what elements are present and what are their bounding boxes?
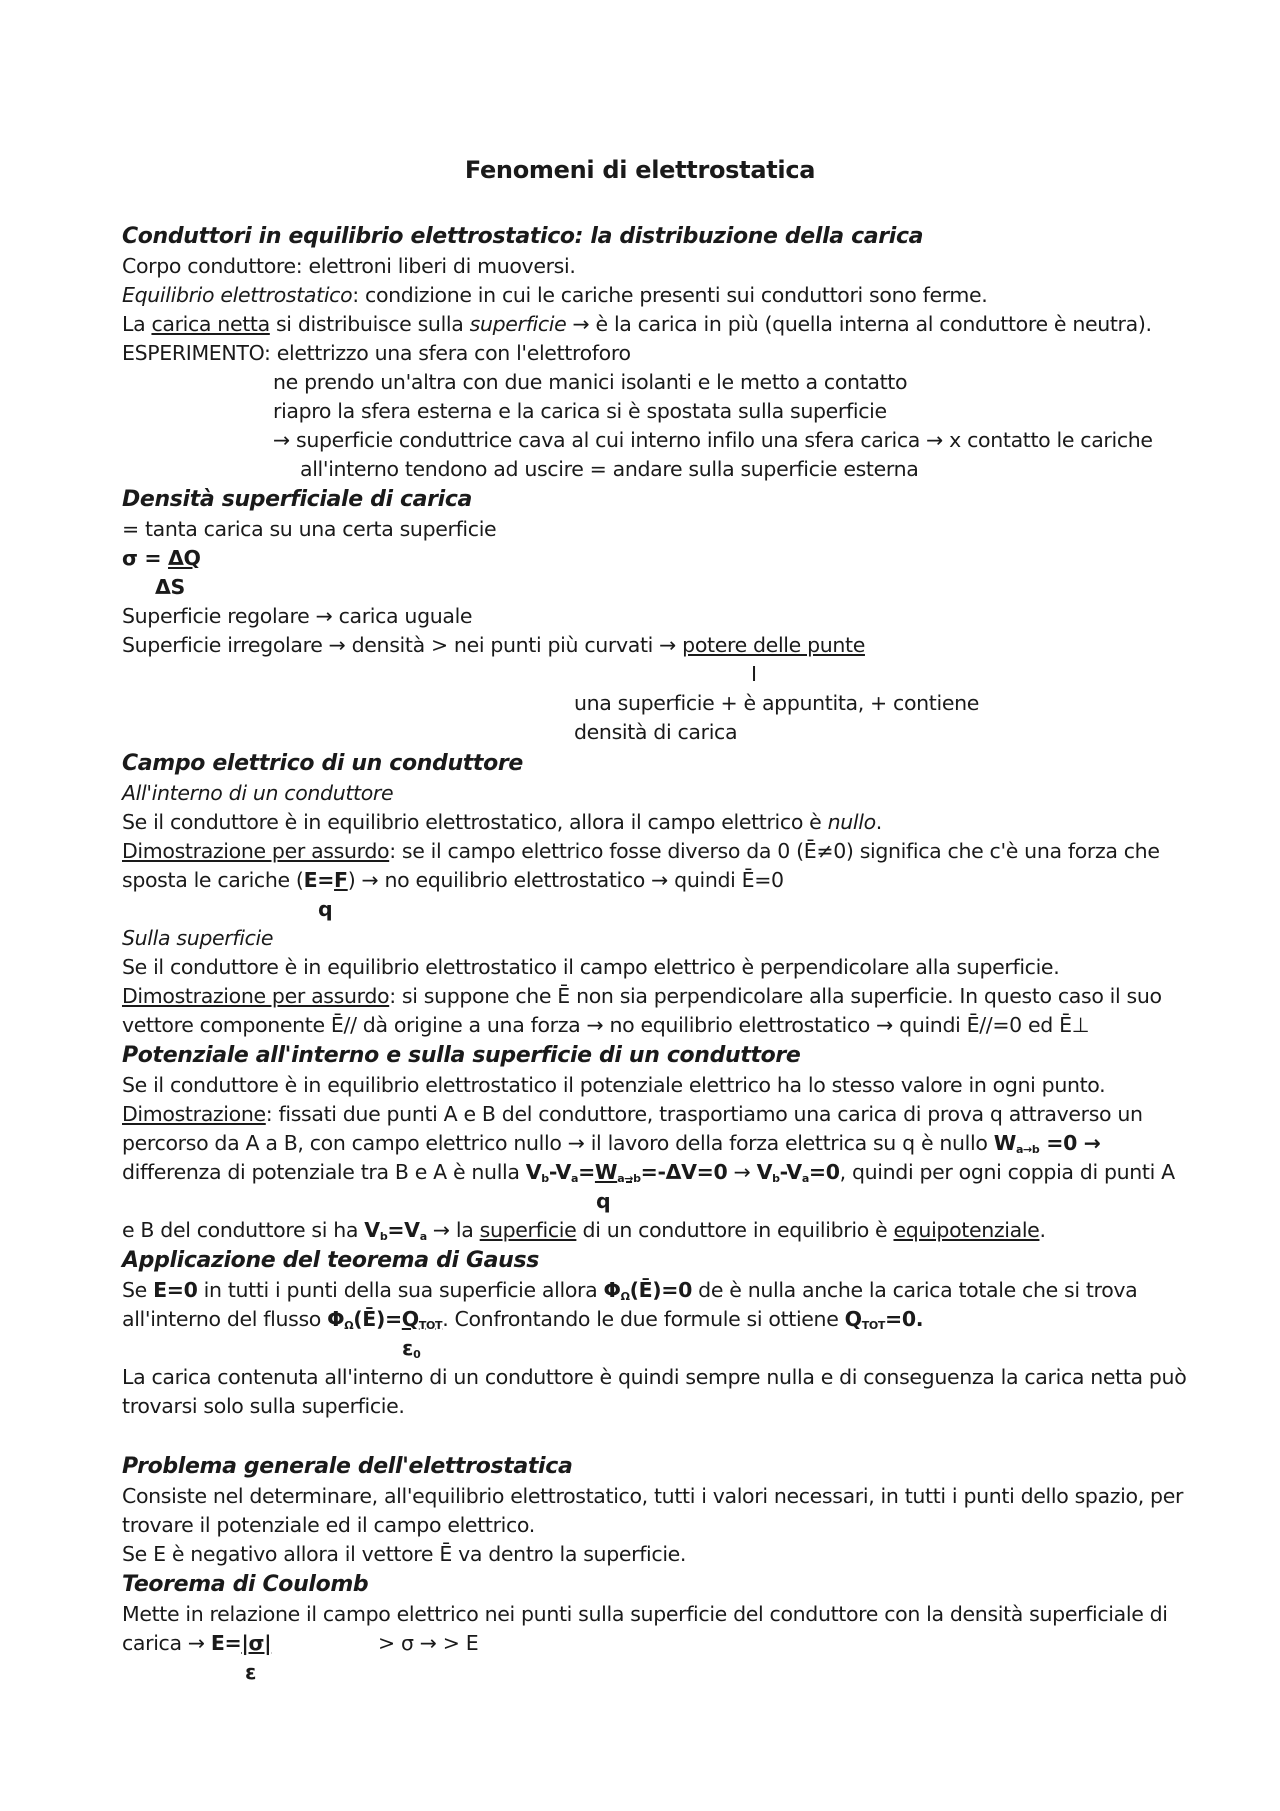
term-equilibrio: Equilibrio elettrostatico <box>122 283 353 307</box>
text-fragment: → la <box>426 1218 480 1242</box>
term-equipotenziale: equipotenziale <box>893 1218 1040 1242</box>
text-fragment: percorso da A a B, con campo elettrico nullo → il lavoro della forza elettrica su q è nullo <box>122 1131 994 1155</box>
text-fragment: Se <box>122 1278 154 1302</box>
formula-part: =0. <box>885 1307 924 1331</box>
text-line <box>122 866 784 895</box>
text-line: > σ → > E <box>378 1631 479 1655</box>
formula-part: Q <box>401 1307 419 1331</box>
text-fragment: carica → <box>122 1631 211 1655</box>
formula-part: (Ē)=0 <box>629 1278 693 1302</box>
formula-denominator: ΔS <box>155 575 185 599</box>
text-fragment: : se il campo elettrico fosse diverso da 0 (Ē≠0) significa che c'è una forza che <box>389 839 1160 863</box>
text-line <box>122 837 1160 866</box>
formula-part: =0 → <box>1039 1131 1101 1155</box>
formula-subscript: TOT <box>418 1319 443 1332</box>
experiment-line: ne prendo un'altra con due manici isolanti e le metto a contatto <box>273 370 908 394</box>
section-heading-densita: Densità superficiale di carica <box>122 487 473 512</box>
text-fragment: e B del conduttore si ha <box>122 1218 365 1242</box>
formula-subscript: Ω <box>344 1319 354 1332</box>
text-fragment: differenza di potenziale tra B e A è nulla <box>122 1160 526 1184</box>
section-heading-conduttori: Conduttori in equilibrio elettrostatico: la distribuzione della carica <box>122 224 924 249</box>
text-line <box>122 982 1162 1011</box>
formula-subscript: a <box>571 1172 579 1185</box>
formula-part: Q <box>844 1307 862 1331</box>
text-line: Mette in relazione il campo elettrico nei punti sulla superficie del conduttore con la densità superficiale di <box>122 1602 1168 1626</box>
formula-numerator: |σ| <box>241 1631 272 1655</box>
formula-part: ε <box>402 1336 414 1360</box>
formula-numerator <box>595 1160 641 1184</box>
formula-part: -V <box>779 1160 802 1184</box>
text-line <box>122 631 865 660</box>
text-fragment: . <box>1039 1218 1046 1242</box>
formula-part: (Ē)= <box>353 1307 402 1331</box>
formula-part: =0 <box>808 1160 840 1184</box>
text-line <box>122 1100 1143 1129</box>
text-line: trovarsi solo sulla superficie. <box>122 1394 405 1418</box>
experiment-line: all'interno tendono ad uscire = andare sulla superficie esterna <box>300 457 919 481</box>
text-fragment: ) → no equilibrio elettrostatico → quindi Ē=0 <box>347 868 784 892</box>
formula-part: E= <box>303 868 335 892</box>
term-superficie: superficie <box>469 312 567 336</box>
formula-subscript: a <box>419 1230 427 1243</box>
formula-subscript: 0 <box>413 1348 421 1361</box>
text-fragment: sposta le cariche ( <box>122 868 304 892</box>
text-line <box>122 281 987 310</box>
formula-part: -V <box>548 1160 572 1184</box>
text-fragment: , quindi per ogni coppia di punti A <box>839 1160 1175 1184</box>
formula-subscript: TOT <box>861 1319 886 1332</box>
formula-numerator: F <box>334 868 348 892</box>
text-fragment: de è nulla anche la carica totale che si trova <box>692 1278 1138 1302</box>
formula-part: σ = <box>122 546 169 570</box>
formula-subscript: a <box>801 1172 809 1185</box>
text-line: vettore componente Ē// dà origine a una forza → no equilibrio elettrostatico → quindi Ē//=0 ed Ē⊥ <box>122 1013 1090 1037</box>
text-line: Corpo conduttore: elettroni liberi di muoversi. <box>122 254 576 278</box>
page-title: Fenomeni di elettrostatica <box>464 156 816 184</box>
formula-part: V <box>525 1160 542 1184</box>
text-line: Se il conduttore è in equilibrio elettrostatico il potenziale elettrico ha lo stesso valore in ogni punto. <box>122 1073 1106 1097</box>
formula-part: = <box>578 1160 595 1184</box>
text-fragment: → è la carica in più (quella interna al conduttore è neutra). <box>566 312 1152 336</box>
formula-denominator: ε <box>245 1660 257 1684</box>
text-line: una superficie + è appuntita, + contiene <box>574 691 980 715</box>
formula-denominator: q <box>596 1189 611 1213</box>
text-line: trovare il potenziale ed il campo elettrico. <box>122 1513 535 1537</box>
text-line <box>122 310 1152 339</box>
text-line <box>122 808 882 837</box>
formula-denominator: q <box>318 897 333 921</box>
formula-numerator <box>402 1307 442 1331</box>
text-line <box>122 1629 271 1658</box>
term-carica-netta: carica netta <box>151 312 270 336</box>
formula-part: =V <box>387 1218 420 1242</box>
formula-part: E= <box>210 1631 242 1655</box>
section-heading-problema: Problema generale dell'elettrostatica <box>122 1454 573 1479</box>
experiment-line: riapro la sfera esterna e la carica si è spostata sulla superficie <box>273 399 887 423</box>
formula-subscript: a→b <box>617 1172 641 1185</box>
formula-part: W <box>594 1160 618 1184</box>
formula-subscript: b <box>379 1230 388 1243</box>
experiment-line: → superficie conduttrice cava al cui interno infilo una sfera carica → x contatto le cariche <box>273 428 1153 452</box>
text-fragment: : fissati due punti A e B del conduttore, trasportiamo una carica di prova q attraverso un <box>265 1102 1143 1126</box>
term-potere-punte: potere delle punte <box>682 633 865 657</box>
formula-subscript: a→b <box>1015 1143 1040 1156</box>
section-heading-campo: Campo elettrico di un conduttore <box>122 751 523 776</box>
text-fragment: : condizione in cui le cariche presenti sui conduttori sono ferme. <box>352 283 988 307</box>
text-fragment: . Confrontando le due formule si ottiene <box>442 1307 845 1331</box>
text-fragment: La <box>122 312 152 336</box>
term-dimostrazione: Dimostrazione <box>122 1102 266 1126</box>
text-line: Consiste nel determinare, all'equilibrio elettrostatico, tutti i valori necessari, in tutti i punti dello spazio, per <box>122 1484 1184 1508</box>
text-fragment: di un conduttore in equilibrio è <box>576 1218 894 1242</box>
vertical-bar: I <box>751 662 757 686</box>
term-dimostrazione: Dimostrazione per assurdo <box>122 984 390 1008</box>
text-line: = tanta carica su una certa superficie <box>122 517 497 541</box>
subheading: Sulla superficie <box>122 926 274 950</box>
section-heading-potenziale: Potenziale all'interno e sulla superficie di un conduttore <box>122 1043 801 1068</box>
formula-sigma <box>122 544 201 573</box>
formula-part: V <box>364 1218 380 1242</box>
text-line: Se il conduttore è in equilibrio elettrostatico il campo elettrico è perpendicolare alla superficie. <box>122 955 1060 979</box>
text-fragment: Superficie irregolare → densità > nei punti più curvati → <box>122 633 683 657</box>
formula-part: W <box>993 1131 1016 1155</box>
text-line: La carica contenuta all'interno di un conduttore è quindi sempre nulla e di conseguenza la carica netta può <box>122 1365 1187 1389</box>
text-fragment: : si suppone che Ē non sia perpendicolare alla superficie. In questo caso il suo <box>389 984 1162 1008</box>
formula-part: E=0 <box>153 1278 198 1302</box>
text-line <box>122 1305 923 1340</box>
text-fragment: all'interno del flusso <box>122 1307 328 1331</box>
text-line: Superficie regolare → carica uguale <box>122 604 473 628</box>
text-fragment: in tutti i punti della sua superficie allora <box>197 1278 604 1302</box>
formula-part: V <box>756 1160 773 1184</box>
formula-part: Φ <box>603 1278 621 1302</box>
experiment-line: ESPERIMENTO: elettrizzo una sfera con l'elettroforo <box>122 341 631 365</box>
section-heading-gauss: Applicazione del teorema di Gauss <box>122 1248 539 1273</box>
text-line: Se E è negativo allora il vettore Ē va dentro la superficie. <box>122 1542 687 1566</box>
text-line <box>122 1158 1175 1193</box>
text-fragment: . <box>875 810 882 834</box>
subheading: All'interno di un conduttore <box>122 781 394 805</box>
formula-subscript: Ω <box>620 1290 630 1303</box>
formula-subscript: b <box>772 1172 780 1185</box>
text-line: densità di carica <box>574 720 738 744</box>
formula-subscript: b <box>541 1172 549 1185</box>
term-dimostrazione: Dimostrazione per assurdo <box>122 839 390 863</box>
formula-numerator: ΔQ <box>168 546 201 570</box>
term-nullo: nullo <box>827 810 876 834</box>
section-heading-coulomb: Teorema di Coulomb <box>122 1572 369 1597</box>
text-fragment: → <box>727 1160 757 1184</box>
term-superficie: superficie <box>479 1218 577 1242</box>
text-fragment: si distribuisce sulla <box>269 312 470 336</box>
text-fragment: Se il conduttore è in equilibrio elettrostatico, allora il campo elettrico è <box>122 810 828 834</box>
formula-part: =-ΔV=0 <box>640 1160 728 1184</box>
formula-part: Φ <box>327 1307 345 1331</box>
